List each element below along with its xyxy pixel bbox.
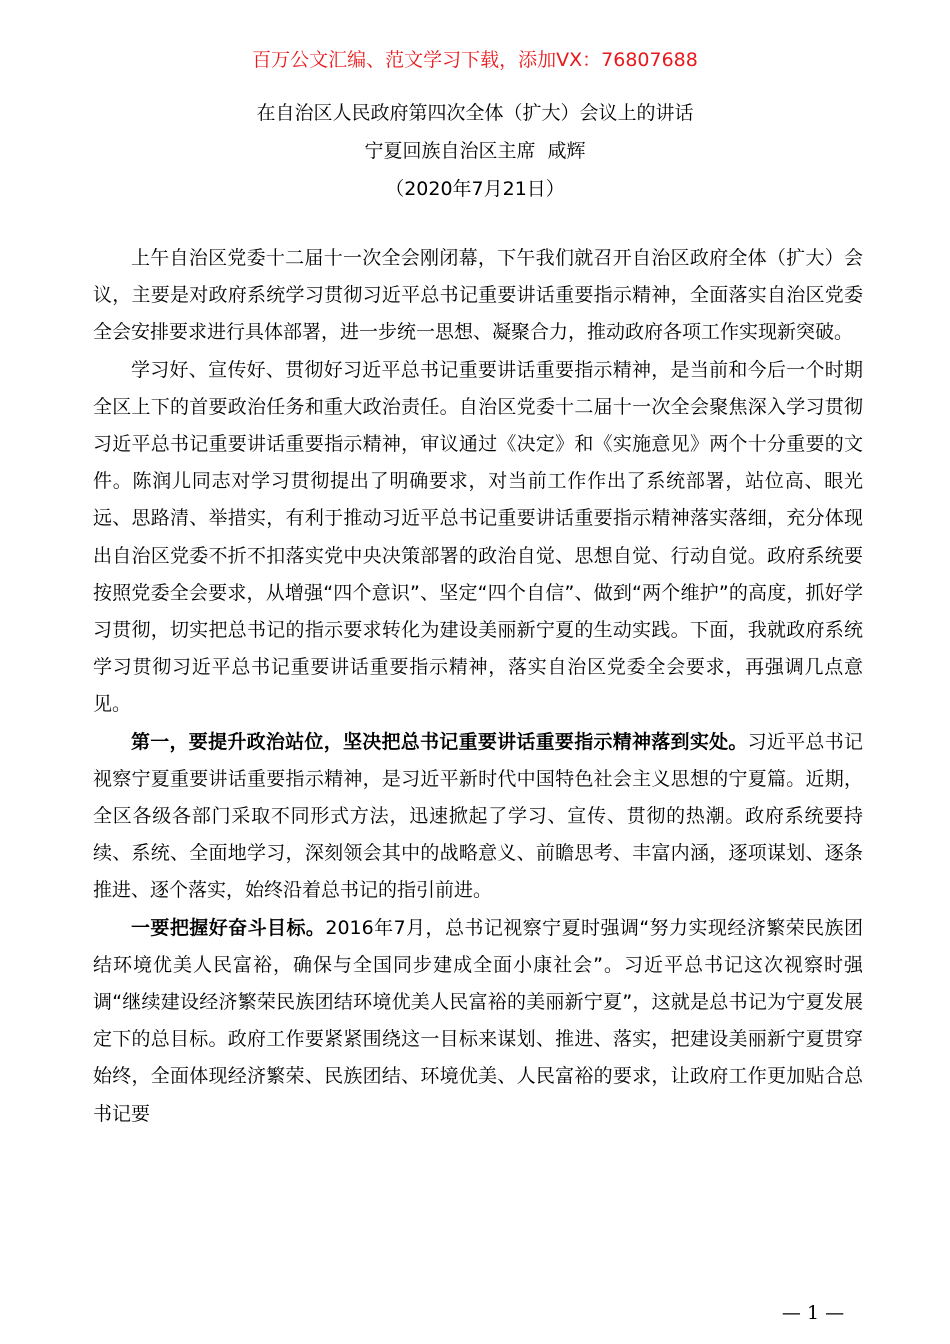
page-number: — 1 —	[781, 1302, 845, 1324]
paragraph-3-text: 习近平总书记视察宁夏重要讲话重要指示精神，是习近平新时代中国特色社会主义思想的宁夏篇。近期，全区各级各部门采取不同形式方法，迅速掀起了学习、宣传、贯彻的热潮。政府系统要持续、系统、全面地学习，深刻领会其中的战略意义、前瞻思考、丰富内涵，逐项谋划、逐条推进、逐个落实，始终沿着总书记的指引前进。	[93, 730, 863, 902]
paragraph-2: 学习好、宣传好、贯彻好习近平总书记重要讲话重要指示精神，是当前和今后一个时期全区上下的首要政治任务和重大政治责任。自治区党委十二届十一次全会聚焦深入学习贯彻习近平总书记重要讲话重要指示精神，审议通过《决定》和《实施意见》两个十分重要的文件。陈润儿同志对学习贯彻提出了明确要求，对当前工作作出了系统部署，站位高、眼光远、思路清、举措实，有利于推动习近平总书记重要讲话重要指示精神落实落细，充分体现出自治区党委不折不扣落实党中央决策部署的政治自觉、思想自觉、行动自觉。政府系统要按照党委全会要求，从增强“四个意识”、坚定“四个自信”、做到“两个维护”的高度，抓好学习贯彻，切实把总书记的指示要求转化为建设美丽新宁夏的生动实践。下面，我就政府系统学习贯彻习近平总书记重要讲话重要指示精神，落实自治区党委全会要求，再强调几点意见。	[93, 358, 863, 716]
paragraph-3-heading: 第一，要提升政治站位，坚决把总书记重要讲话重要指示精神落到实处。	[131, 730, 748, 753]
paragraph-4-heading: 一要把握好奋斗目标。	[131, 916, 326, 939]
title-block	[0, 94, 950, 208]
header-banner: 百万公文汇编、范文学习下载，添加VX：76807688	[252, 49, 698, 71]
body-text	[93, 240, 863, 1133]
speaker-line: 宁夏回族自治区主席 咸辉	[364, 140, 586, 162]
paragraph-4-text: 2016年7月，总书记视察宁夏时强调“努力实现经济繁荣民族团结环境优美人民富裕，确保与全国同步建成全面小康社会”。习近平总书记这次视察时强调“继续建设经济繁荣民族团结环境优美人民富裕的美丽新宁夏”，这就是总书记为宁夏发展定下的总目标。政府工作要紧紧围绕这一目标来谋划、推进、落实，把建设美丽新宁夏贯穿始终，全面体现经济繁荣、民族团结、环境优美、人民富裕的要求，让政府工作更加贴合总书记要	[93, 916, 863, 1125]
paragraph-1: 上午自治区党委十二届十一次全会刚闭幕，下午我们就召开自治区政府全体（扩大）会议，主要是对政府系统学习贯彻习近平总书记重要讲话重要指示精神，全面落实自治区党委全会安排要求进行具体部署，进一步统一思想、凝聚合力，推动政府各项工作实现新突破。	[93, 247, 863, 344]
paragraph-3	[93, 724, 863, 910]
paragraph-4	[93, 910, 863, 1133]
speech-title: 在自治区人民政府第四次全体（扩大）会议上的讲话	[256, 102, 694, 124]
speech-date: （2020年7月21日）	[385, 178, 565, 200]
